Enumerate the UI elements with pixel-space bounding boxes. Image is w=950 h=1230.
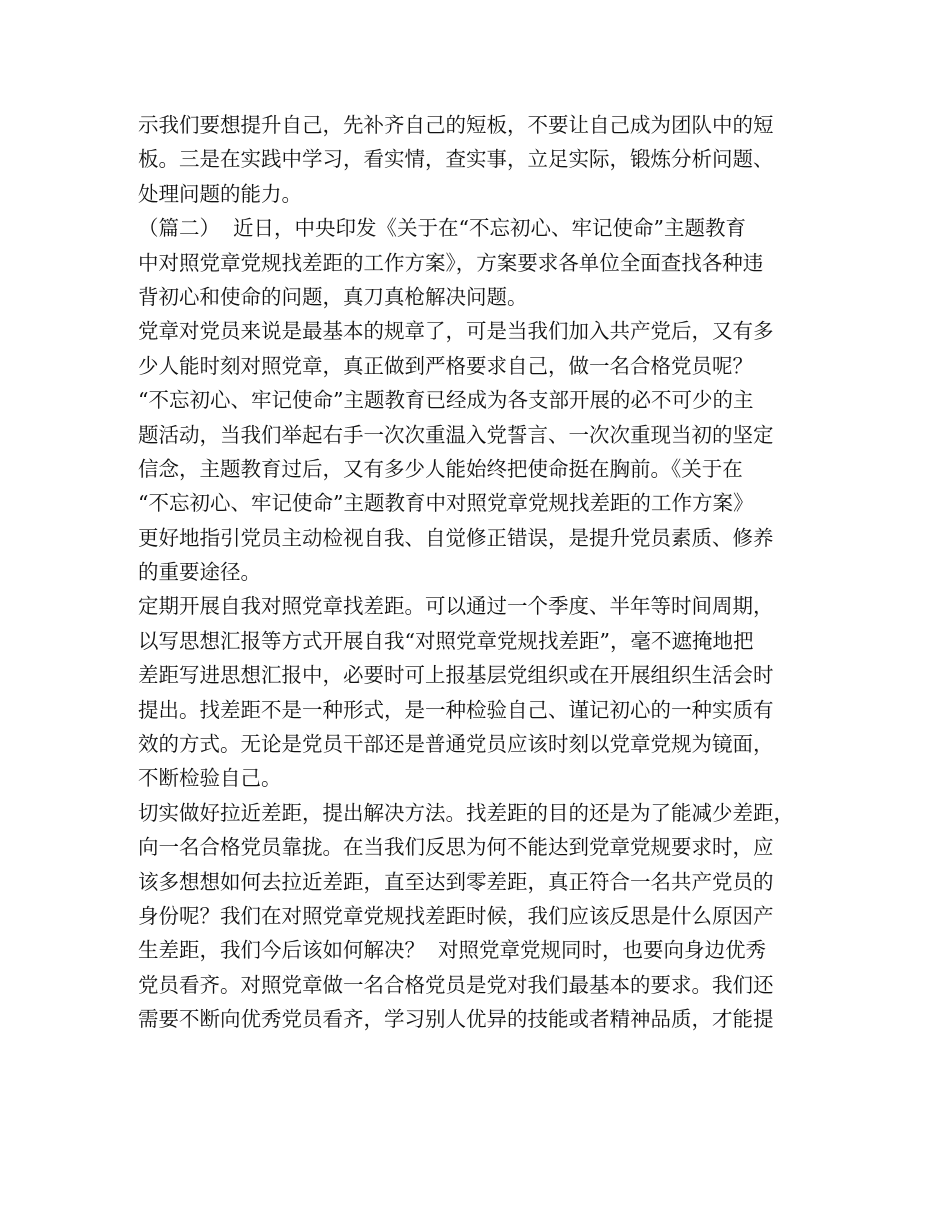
text-line: 信念，主题教育过后，又有多少人能始终把使命挺在胸前。《关于在 [138,456,743,481]
text-line: 背初心和使命的问题，真刀真枪解决问题。 [138,284,528,309]
text-line: 少人能时刻对照党章，真正做到严格要求自己，做一名合格党员呢？ [138,353,753,378]
text-line: 处理问题的能力。 [138,181,302,206]
text-line: 题活动，当我们举起右手一次次重温入党誓言、一次次重现当初的坚定 [138,422,774,447]
body-text [138,108,828,1037]
text-line: “不忘初心、牢记使命”主题教育已经成为各支部开展的必不可少的主 [138,388,754,413]
text-line: 的重要途径。 [138,560,261,585]
text-line: 需要不断向优秀党员看齐，学习别人优异的技能或者精神品质，才能提 [138,1007,774,1032]
text-line: （篇二） 近日，中央印发《关于在“不忘初心、牢记使命”主题教育 [138,216,746,241]
text-line: 以写思想汇报等方式开展自我“对照党章党规找差距”，毫不遮掩地把 [138,628,754,653]
text-line: 党员看齐。对照党章做一名合格党员是党对我们最基本的要求。我们还 [138,972,774,997]
text-line: 差距写进思想汇报中，必要时可上报基层党组织或在开展组织生活会时 [138,663,774,688]
text-line: 提出。找差距不是一种形式，是一种检验自己、谨记初心的一种实质有 [138,697,774,722]
text-line: 向一名合格党员靠拢。在当我们反思为何不能达到党章党规要求时，应 [138,835,774,860]
text-line: 示我们要想提升自己，先补齐自己的短板，不要让自己成为团队中的短 [138,113,774,137]
text-line: 板。三是在实践中学习，看实情，查实事，立足实际，锻炼分析问题、 [138,147,774,172]
text-line: 效的方式。无论是党员干部还是普通党员应该时刻以党章党规为镜面， [138,732,774,757]
text-line: “不忘初心、牢记使命”主题教育中对照党章党规找差距的工作方案》 [138,491,754,516]
text-line: 定期开展自我对照党章找差距。可以通过一个季度、半年等时间周期， [138,594,774,619]
text-line: 身份呢？我们在对照党章党规找差距时候，我们应该反思是什么原因产 [138,903,774,928]
text-line: 生差距，我们今后该如何解决？ 对照党章党规同时，也要向身边优秀 [138,938,767,963]
text-line: 更好地指引党员主动检视自我、自觉修正错误，是提升党员素质、修养 [138,525,774,550]
text-line: 中对照党章党规找差距的工作方案》，方案要求各单位全面查找各种违 [138,250,764,275]
text-line: 该多想想如何去拉近差距，直至达到零差距，真正符合一名共产党员的 [138,869,774,894]
text-line: 切实做好拉近差距，提出解决方法。找差距的目的还是为了能减少差距， [138,800,794,825]
text-line: 不断检验自己。 [138,766,282,791]
text-line: 党章对党员来说是最基本的规章了，可是当我们加入共产党后，又有多 [138,319,774,344]
